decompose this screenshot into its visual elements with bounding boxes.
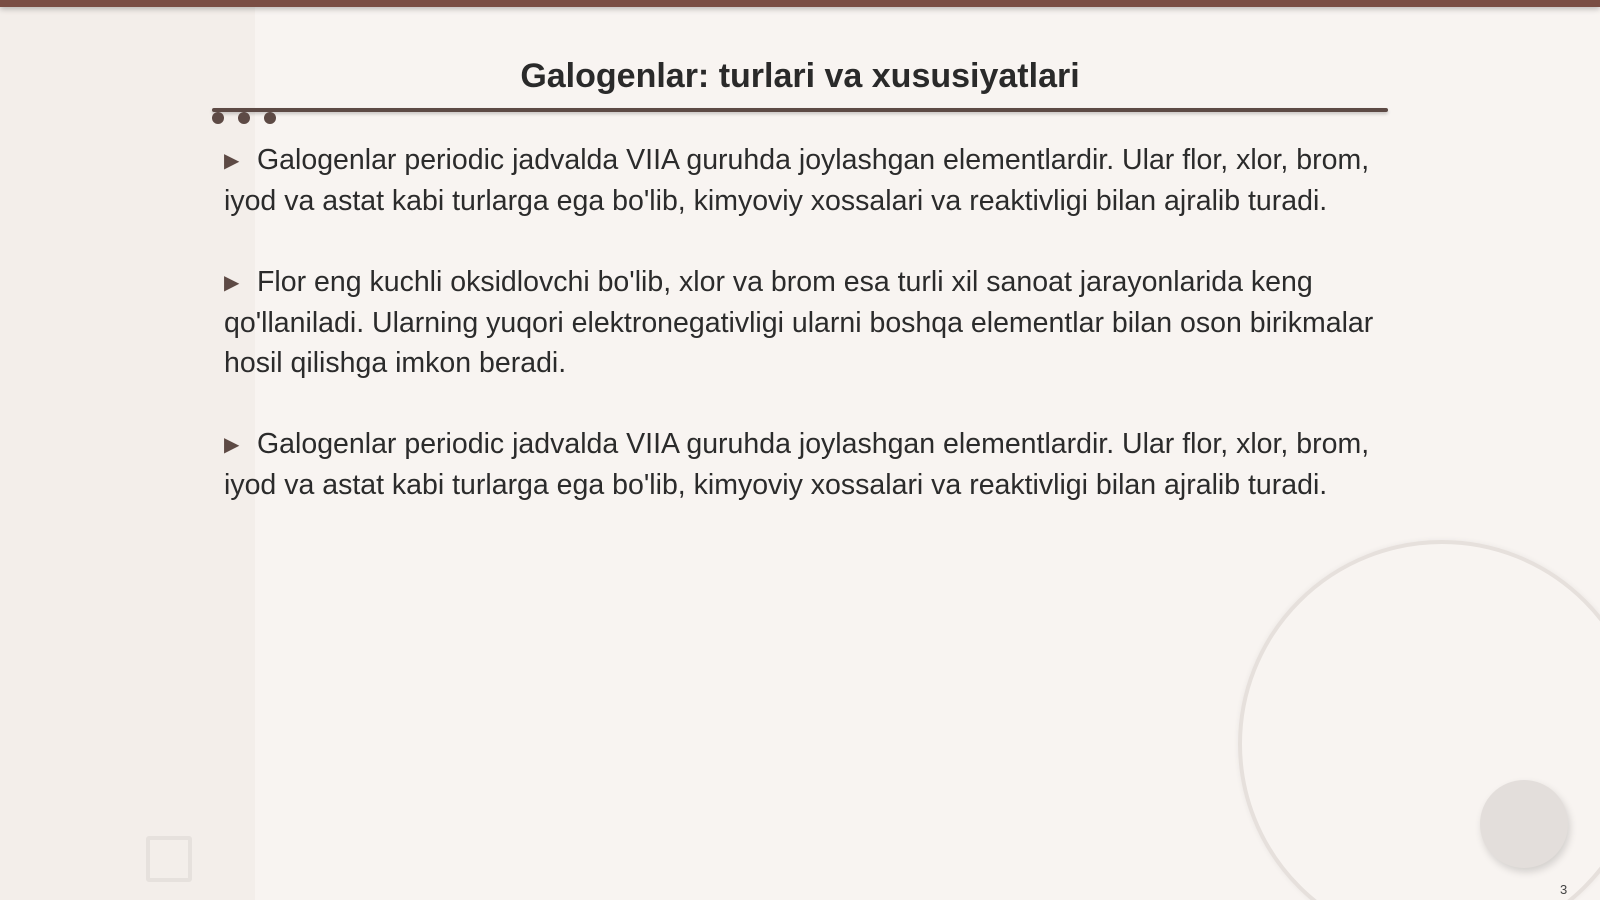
title-underline	[212, 108, 1388, 112]
bullet-text: Galogenlar periodic jadvalda VIIA guruhda joylashgan elementlardir. Ular flor, xlor, brom, iyod va astat kabi turlarga ega bo'lib, kimyoviy xossalari va reaktivligi bilan ajralib turadi.	[224, 144, 1370, 217]
decorative-dot	[212, 112, 224, 124]
slide-title: Galogenlar: turlari va xususiyatlari	[520, 57, 1080, 95]
bullet-paragraph	[224, 262, 1374, 383]
bullet-text: Galogenlar periodic jadvalda VIIA guruhda joylashgan elementlardir. Ular flor, xlor, brom, iyod va astat kabi turlarga ega bo'lib, kimyoviy xossalari va reaktivligi bilan ajralib turadi.	[224, 428, 1370, 501]
decorative-square	[146, 836, 192, 882]
decorative-dot	[238, 112, 250, 124]
bullet-arrow-icon: ▶	[224, 150, 240, 172]
bullet-arrow-icon: ▶	[224, 434, 240, 456]
decorative-dot	[264, 112, 276, 124]
decorative-circle	[1480, 780, 1568, 868]
bullet-paragraph	[224, 424, 1374, 505]
page-number: 3	[1560, 882, 1568, 897]
bullet-arrow-icon: ▶	[224, 272, 240, 294]
bullet-paragraph	[224, 140, 1374, 221]
bullet-list	[224, 140, 1374, 546]
bullet-text: Flor eng kuchli oksidlovchi bo'lib, xlor va brom esa turli xil sanoat jarayonlarida keng qo'llaniladi. Ularning yuqori elektronegativligi ularni boshqa elementlar bilan oson birikmalar hosil qilishga imkon beradi.	[224, 266, 1374, 379]
top-accent-bar	[0, 0, 1600, 7]
